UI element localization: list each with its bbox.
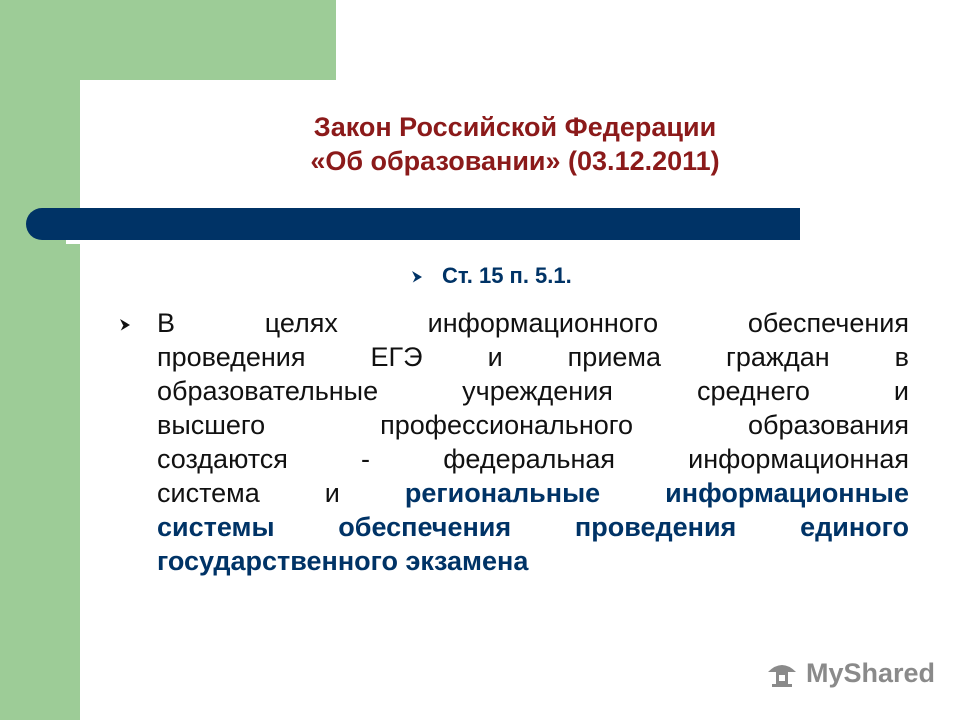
body-line [157,476,909,510]
body-line: образовательные учреждения среднего и [157,376,909,406]
body-emphasis-line: государственного экзамена [157,546,529,576]
slide-title [190,110,840,178]
watermark-logo [766,655,936,691]
arrow-bullet-icon [118,318,132,332]
rounded-corner [80,80,140,140]
body-line: создаются - федеральная информационная [157,444,909,474]
body-plain-text: система и [157,478,405,508]
body-line: проведения ЕГЭ и приема граждан в [157,342,909,372]
title-divider-bar [26,208,800,240]
top-green-band [80,0,336,80]
watermark-text: MyShared [806,658,936,688]
body-emphasis-line: системы обеспечения проведения единого [157,512,909,542]
mushroom-logo-icon [766,658,798,688]
title-line-1: Закон Российской Федерации [313,112,717,142]
title-line-2: «Об образовании» (03.12.2011) [310,146,720,176]
body-line: В целях информационного обеспечения [157,308,909,338]
subheading-text: Ст. 15 п. 5.1. [442,263,572,288]
arrow-bullet-icon [410,270,424,284]
body-emphasis-text: региональные информационные [404,478,909,508]
body-paragraph [157,306,909,578]
divider-notch [66,240,86,244]
left-green-band [0,0,80,720]
body-line: высшего профессионального образования [157,410,909,440]
